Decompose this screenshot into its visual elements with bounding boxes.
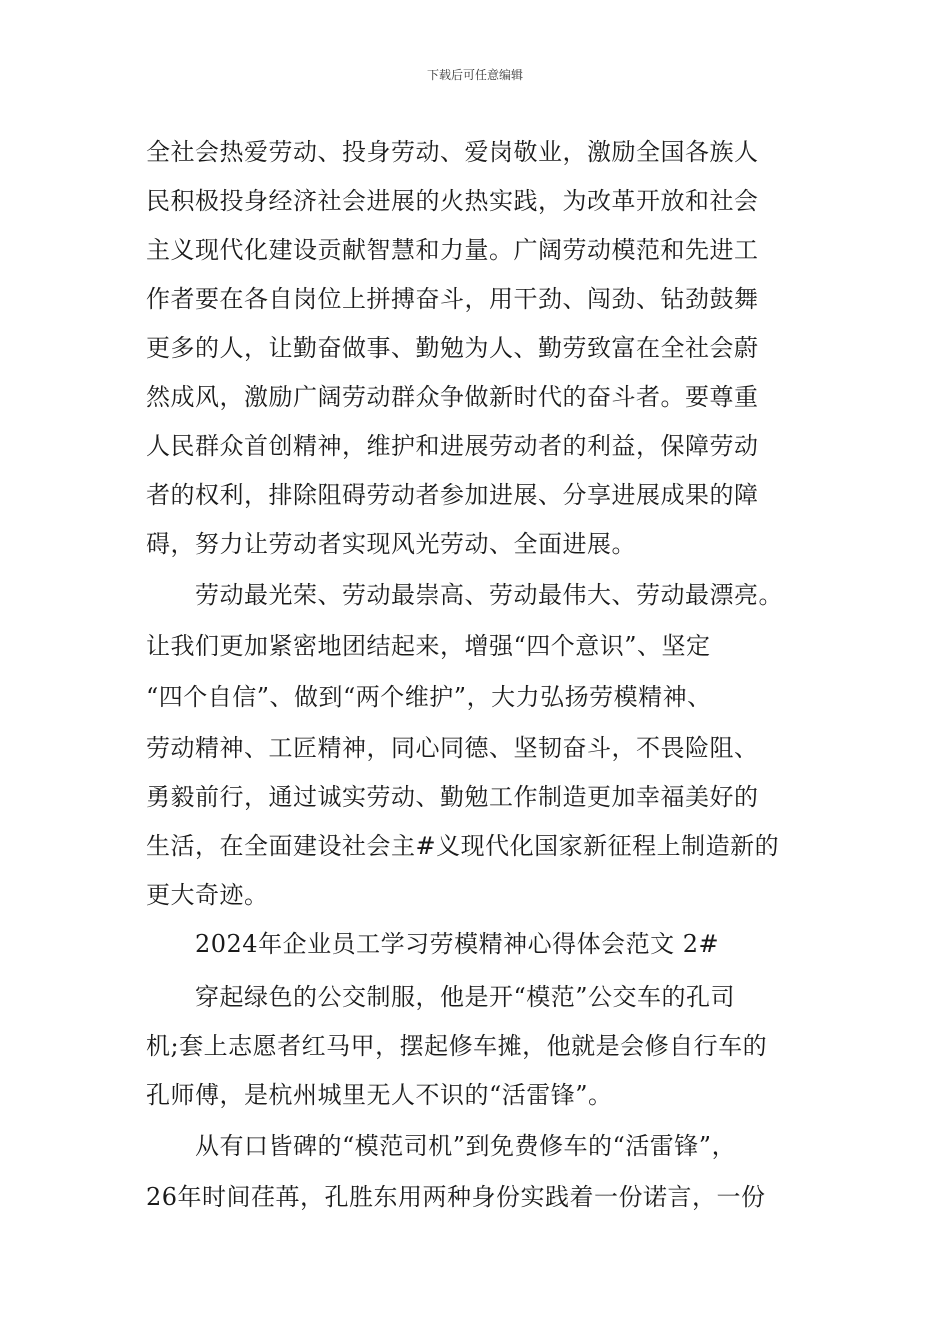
text-line: 全社会热爱劳动、投身劳动、爱岗敬业，激励全国各族人	[146, 138, 759, 166]
text-line: 碍，努力让劳动者实现风光劳动、全面进展。	[146, 530, 636, 558]
text-line: 机;套上志愿者红马甲，摆起修车摊，他就是会修自行车的	[146, 1032, 768, 1060]
text-line: 从有口皆碑的“模范司机”到免费修车的“活雷锋”，	[195, 1132, 737, 1160]
text-line: 作者要在各自岗位上拼搏奋斗，用干劲、闯劲、钻劲鼓舞	[146, 285, 759, 313]
section-heading: 2024年企业员工学习劳模精神心得体会范文 2#	[195, 930, 720, 958]
text-line: 主义现代化建设贡献智慧和力量。广阔劳动模范和先进工	[146, 236, 759, 264]
text-line: 劳动最光荣、劳动最崇高、劳动最伟大、劳动最漂亮。	[195, 581, 783, 609]
text-line: 穿起绿色的公交制服，他是开“模范”公交车的孔司	[195, 983, 736, 1011]
text-line: 更多的人，让勤奋做事、勤勉为人、勤劳致富在全社会蔚	[146, 334, 759, 362]
text-line: 孔师傅，是杭州城里无人不识的“活雷锋”。	[146, 1081, 613, 1109]
page-header: 下载后可任意编辑	[426, 68, 523, 82]
text-line: 民积极投身经济社会进展的火热实践，为改革开放和社会	[146, 187, 759, 215]
text-line: 然成风，激励广阔劳动群众争做新时代的奋斗者。要尊重	[146, 383, 759, 411]
text-line: 勇毅前行，通过诚实劳动、勤勉工作制造更加幸福美好的	[146, 783, 759, 811]
text-line: “四个自信”、做到“两个维护”，大力弘扬劳模精神、	[146, 683, 712, 711]
text-line: 更大奇迹。	[146, 881, 269, 909]
text-line: 生活，在全面建设社会主#义现代化国家新征程上制造新的	[146, 832, 780, 860]
text-line: 劳动精神、工匠精神，同心同德、坚韧奋斗，不畏险阻、	[146, 734, 759, 762]
text-line: 让我们更加紧密地团结起来，增强“四个意识”、坚定	[146, 632, 711, 660]
text-line: 者的权利，排除阻碍劳动者参加进展、分享进展成果的障	[146, 481, 759, 509]
text-line: 26年时间荏苒，孔胜东用两种身份实践着一份诺言，一份	[146, 1183, 766, 1211]
text-line: 人民群众首创精神，维护和进展劳动者的利益，保障劳动	[146, 432, 759, 460]
